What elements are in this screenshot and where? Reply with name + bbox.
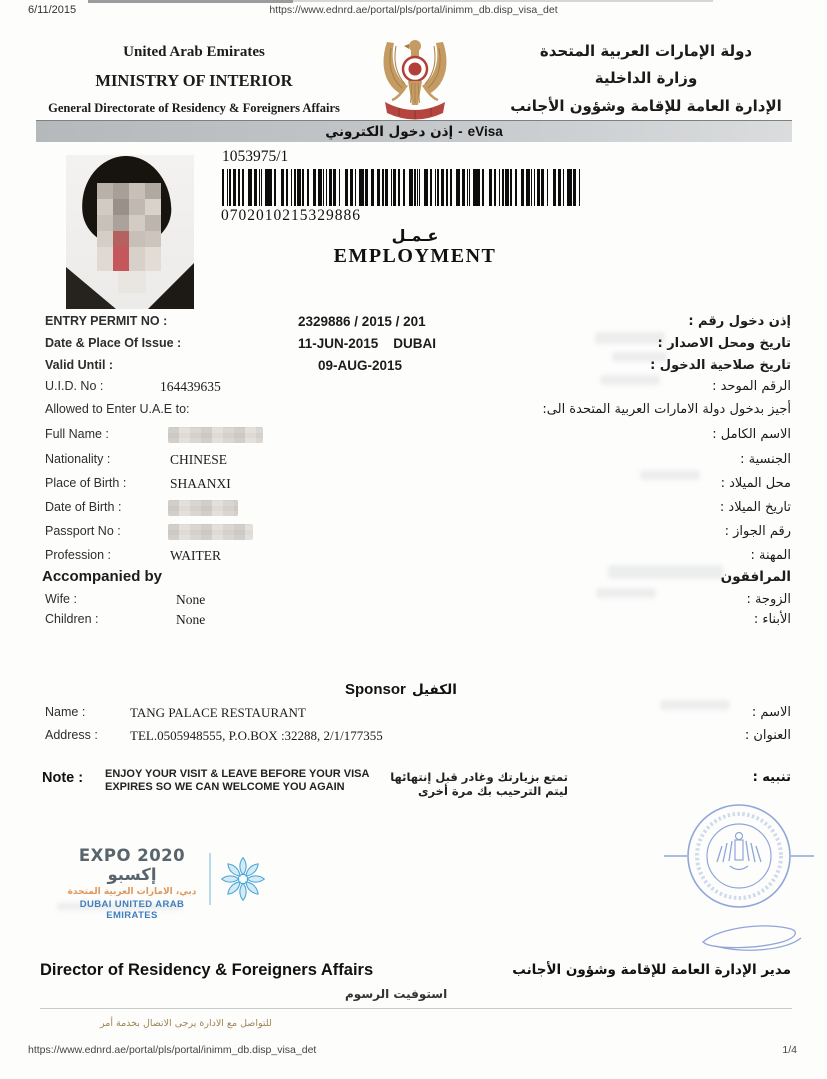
field-label-en: Allowed to Enter U.A.E to: bbox=[45, 402, 190, 416]
accompanied-heading-ar: المرافقون bbox=[720, 569, 791, 585]
field-label-en: Passport No : bbox=[45, 524, 121, 538]
uae-falcon-emblem-icon bbox=[374, 36, 456, 120]
evisa-banner-title-ar: إذن دخول الكتروني bbox=[325, 123, 454, 140]
barcode-value: 0702010215329886 bbox=[221, 207, 361, 224]
director-title-en: Director of Residency & Foreigners Affairs bbox=[40, 961, 374, 979]
divider bbox=[40, 1008, 792, 1009]
expo-separator bbox=[209, 853, 211, 905]
scan-artifact bbox=[596, 588, 656, 598]
field-label-ar: الاسم : bbox=[751, 705, 791, 720]
scan-artifact bbox=[595, 332, 665, 344]
field-label-ar: الرقم الموحد : bbox=[712, 379, 791, 394]
field-row-children bbox=[0, 612, 827, 632]
field-row-uid bbox=[0, 379, 827, 399]
field-row-nationality bbox=[0, 452, 827, 472]
field-label-ar: الجنسية : bbox=[740, 452, 791, 467]
field-value: 11-JUN-2015 DUBAI bbox=[298, 336, 437, 351]
field-value: SHAANXI bbox=[170, 476, 231, 491]
field-label-en: Valid Until : bbox=[45, 358, 114, 372]
field-value: 2329886 / 2015 / 201 bbox=[298, 314, 426, 329]
field-value: WAITER bbox=[170, 548, 221, 563]
evisa-banner-separator: - bbox=[458, 124, 463, 139]
field-value: 164439635 bbox=[160, 379, 221, 394]
page-number: 1/4 bbox=[782, 1044, 797, 1056]
note-text-en bbox=[105, 768, 385, 794]
field-label-ar: الزوجة : bbox=[746, 592, 791, 607]
evisa-banner bbox=[36, 120, 792, 142]
field-label-ar: العنوان : bbox=[744, 728, 791, 743]
field-row-allowed-to-enter bbox=[0, 402, 827, 422]
signature-icon bbox=[695, 916, 805, 962]
photo-shoulder-right bbox=[148, 263, 194, 309]
scan-artifact bbox=[640, 470, 700, 480]
fees-collected-note: استوفيت الرسوم bbox=[345, 987, 448, 1001]
field-label-en: Full Name : bbox=[45, 427, 109, 441]
sponsor-heading-ar: الكفيل bbox=[412, 682, 457, 698]
contact-note-ar: للتواصل مع الادارة يرجى الاتصال بخدمة أمر bbox=[100, 1018, 272, 1029]
field-row-wife bbox=[0, 592, 827, 612]
field-label-ar: محل الميلاد : bbox=[720, 476, 791, 491]
field-value: 09-AUG-2015 bbox=[318, 358, 403, 373]
scan-artifact bbox=[88, 0, 293, 3]
field-label-ar: أجيز بدخول دولة الامارات العربية المتحدة الى: bbox=[542, 402, 791, 417]
field-label-ar: الاسم الكامل : bbox=[712, 427, 791, 442]
field-row-place-of-birth bbox=[0, 476, 827, 496]
note-label-en: Note : bbox=[42, 770, 84, 786]
field-row-date-of-birth bbox=[0, 500, 827, 520]
field-label-ar: رقم الجواز : bbox=[724, 524, 791, 539]
field-row-full-name bbox=[0, 427, 827, 447]
letterhead-directorate-ar: الإدارة العامة للإقامة وشؤون الأجانب bbox=[510, 97, 782, 115]
field-row-valid-until bbox=[0, 358, 827, 378]
photo-shoulder-left bbox=[66, 267, 116, 309]
expo-rosette-icon bbox=[218, 854, 268, 904]
evisa-banner-title-en: eVisa bbox=[467, 124, 503, 139]
field-label-ar: تاريخ الميلاد : bbox=[719, 500, 791, 515]
scan-artifact bbox=[57, 903, 182, 910]
applicant-photo bbox=[66, 155, 194, 309]
scan-artifact bbox=[293, 0, 713, 2]
scan-artifact bbox=[600, 375, 660, 385]
note-text-ar: تمتع بزيارتك وغادر قبل إنتهائها ليتم الترحيب بك مرة أخرى bbox=[390, 770, 568, 798]
field-label-ar: الأبناء : bbox=[753, 612, 791, 627]
redacted-value bbox=[168, 500, 238, 516]
field-label-en: Place of Birth : bbox=[45, 476, 127, 490]
field-label-ar: تاريخ ومحل الاصدار : bbox=[657, 336, 791, 351]
scan-artifact bbox=[660, 700, 730, 710]
note-label-ar: تنبيه : bbox=[752, 770, 791, 785]
field-label-ar: المهنة : bbox=[750, 548, 791, 563]
letterhead-country-ar: دولة الإمارات العربية المتحدة bbox=[539, 42, 753, 60]
field-value: CHINESE bbox=[170, 452, 227, 467]
expo-title: EXPO 2020 إكسبو bbox=[78, 846, 186, 884]
ministry-seal-icon bbox=[664, 798, 814, 914]
field-label-ar: إذن دخول رقم : bbox=[688, 314, 791, 329]
print-url: https://www.ednrd.ae/portal/pls/portal/inimm_db.disp_visa_det bbox=[269, 4, 558, 16]
photo-neck bbox=[118, 271, 146, 293]
file-number: 1053975/1 bbox=[222, 148, 289, 165]
field-row-sponsor-address bbox=[0, 728, 827, 748]
field-label-en: Date & Place Of Issue : bbox=[45, 336, 182, 350]
field-row-issue bbox=[0, 336, 827, 356]
accompanied-heading-en: Accompanied by bbox=[42, 568, 163, 585]
field-value: None bbox=[176, 612, 206, 627]
scan-artifact bbox=[612, 352, 667, 362]
note-text-line2: EXPIRES SO WE CAN WELCOME YOU AGAIN bbox=[105, 781, 345, 793]
field-label-en: Date of Birth : bbox=[45, 500, 122, 514]
field-label-en: Profession : bbox=[45, 548, 112, 562]
field-label-en: Children : bbox=[45, 612, 99, 626]
expo-subtitle-en: DUBAI UNITED ARAB EMIRATES bbox=[79, 899, 185, 921]
field-label-en: Address : bbox=[45, 728, 98, 742]
field-value: TEL.0505948555, P.O.BOX :32288, 2/1/177355 bbox=[130, 728, 383, 743]
redacted-value bbox=[168, 427, 263, 443]
letterhead-ministry-en: MINISTRY OF INTERIOR bbox=[95, 71, 293, 90]
letterhead-directorate-en: General Directorate of Residency & Foreigners Affairs bbox=[48, 101, 340, 115]
face-mosaic bbox=[97, 183, 161, 271]
field-label-ar: تاريخ صلاحية الدخول : bbox=[650, 358, 791, 373]
director-title-ar: مدير الإدارة العامة للإقامة وشؤون الأجانب bbox=[512, 962, 791, 978]
visa-type-english: EMPLOYMENT bbox=[333, 245, 497, 267]
footer-url: https://www.ednrd.ae/portal/pls/portal/inimm_db.disp_visa_det bbox=[28, 1044, 317, 1056]
redacted-value bbox=[168, 524, 253, 540]
field-value: None bbox=[176, 592, 206, 607]
note-text-line1: ENJOY YOUR VISIT & LEAVE BEFORE YOUR VISA bbox=[105, 768, 370, 780]
sponsor-heading-en: Sponsor bbox=[345, 681, 406, 698]
letterhead-country-en: United Arab Emirates bbox=[123, 44, 265, 60]
field-label-en: Nationality : bbox=[45, 452, 111, 466]
field-label-en: Wife : bbox=[45, 592, 77, 606]
field-row-entry-permit bbox=[0, 314, 827, 334]
field-label-en: U.I.D. No : bbox=[45, 379, 104, 393]
expo-subtitle-ar: دبي، الامارات العربية المتحدة bbox=[67, 887, 197, 897]
field-value: TANG PALACE RESTAURANT bbox=[130, 705, 306, 720]
scan-artifact bbox=[608, 565, 723, 579]
field-label-en: ENTRY PERMIT NO : bbox=[45, 314, 168, 328]
letterhead-ministry-ar: وزارة الداخلية bbox=[594, 69, 698, 87]
barcode-icon bbox=[222, 169, 580, 206]
field-label-en: Name : bbox=[45, 705, 86, 719]
print-date: 6/11/2015 bbox=[28, 4, 77, 16]
field-row-passport bbox=[0, 524, 827, 544]
visa-type-arabic: عـمـل bbox=[391, 226, 439, 245]
